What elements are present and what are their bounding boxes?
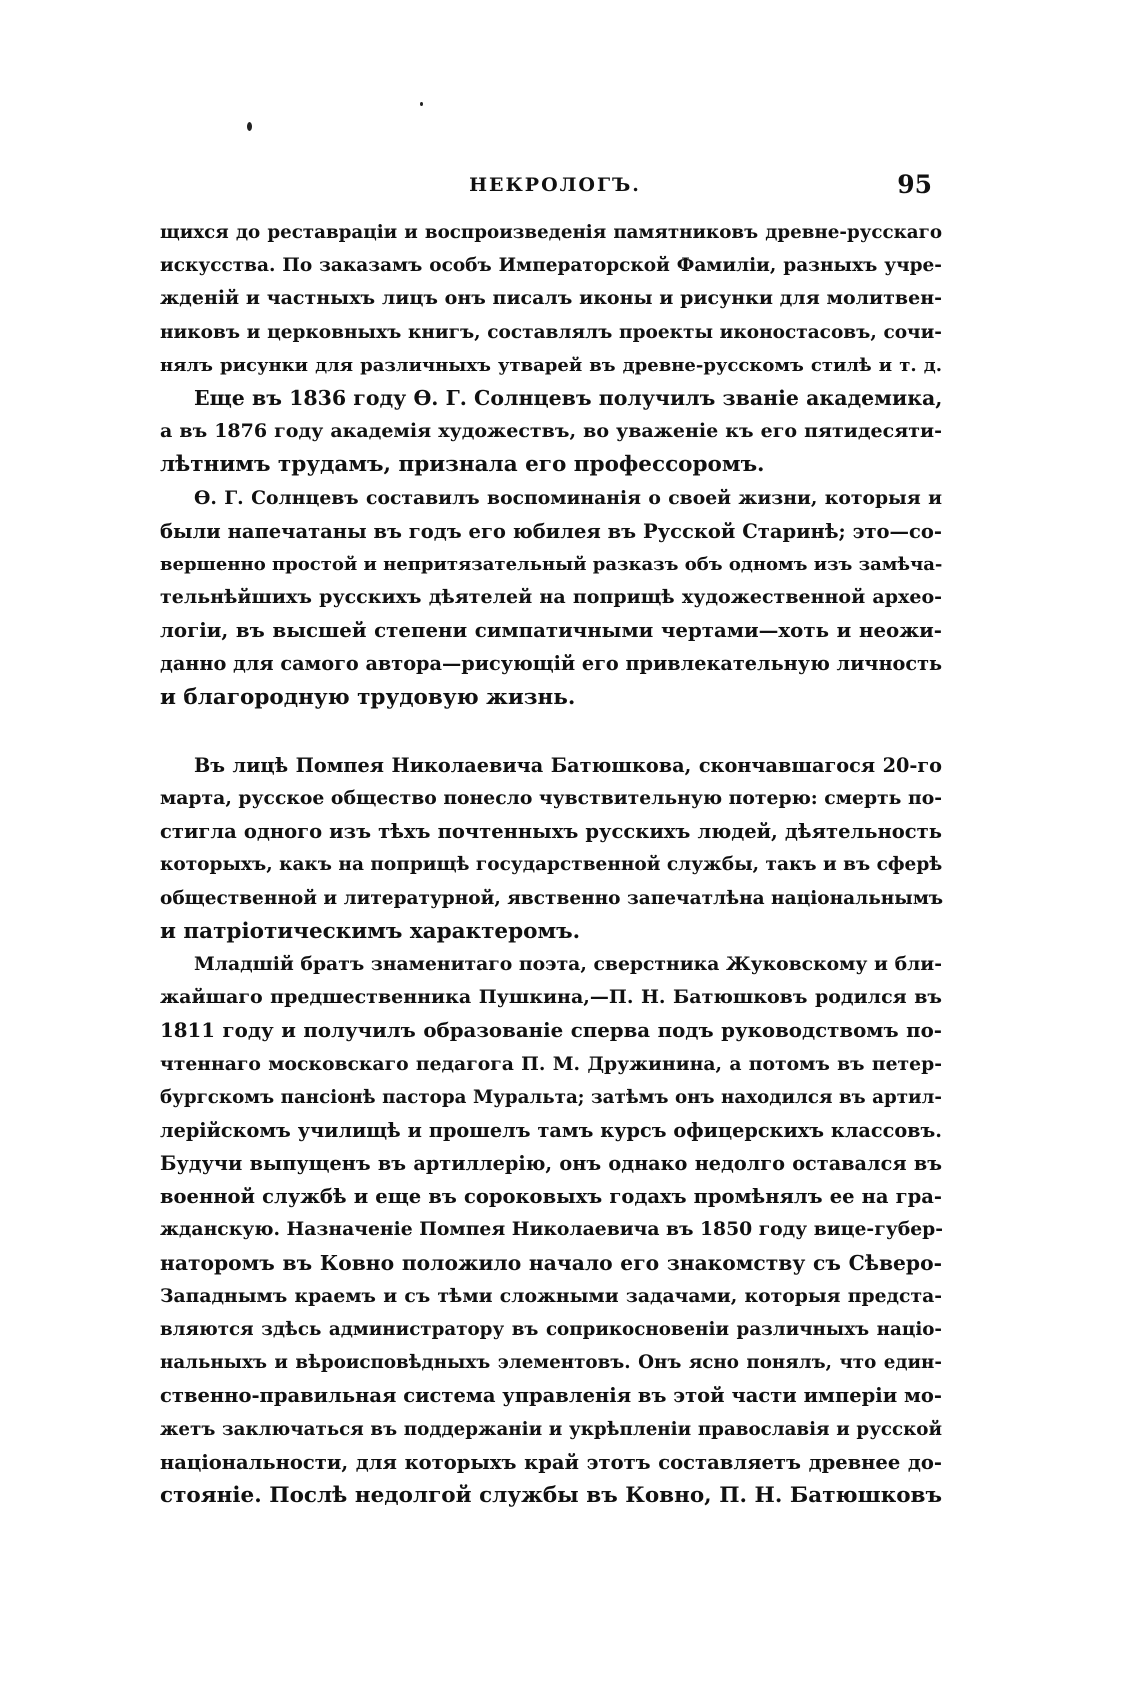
text-line: нальныхъ и вѣроисповѣдныхъ элементовъ. Онъ ясно понялъ, что един-: [160, 1352, 942, 1374]
running-title: НЕКРОЛОГЪ.: [469, 174, 641, 196]
text-body: [160, 216, 942, 1512]
print-speck: [247, 122, 252, 131]
text-line: были напечатаны въ годъ его юбилея въ Русской Старинѣ; это—со-: [160, 519, 942, 543]
print-speck: [420, 102, 423, 106]
text-line: искусства. По заказамъ особъ Императорской Фамиліи, разныхъ учре-: [160, 255, 942, 277]
text-line: національности, для которыхъ край этотъ составляетъ древнее до-: [160, 1450, 942, 1474]
text-line: Ѳ. Г. Солнцевъ составилъ воспоминанія о своей жизни, которыя и: [194, 486, 942, 509]
text-line: Западнымъ краемъ и съ тѣми сложными задачами, которыя предста-: [160, 1284, 942, 1307]
text-line: никовъ и церковныхъ книгъ, составлялъ проекты иконостасовъ, сочи-: [160, 321, 942, 343]
text-line: 1811 году и получилъ образованіе сперва подъ руководствомъ по-: [160, 1018, 942, 1043]
text-line: лѣтнимъ трудамъ, признала его профессоромъ.: [160, 452, 765, 478]
text-line: жайшаго предшественника Пушкина,—П. Н. Батюшковъ родился въ: [160, 986, 942, 1009]
text-line: нялъ рисунки для различныхъ утварей въ древне-русскомъ стилѣ и т. д.: [160, 354, 942, 376]
text-line: данно для самого автора—рисующій его привлекательную личность: [160, 652, 943, 676]
text-line: чтеннаго московскаго педагога П. М. Дружинина, а потомъ въ петер-: [160, 1052, 942, 1075]
text-line: общественной и литературной, явственно запечатлѣна національнымъ: [160, 887, 944, 909]
text-line: лерійскомъ училищѣ и прошелъ тамъ курсъ офицерскихъ классовъ.: [160, 1118, 942, 1142]
text-line: жданскую. Назначеніе Помпея Николаевича въ 1850 году вице-губер-: [160, 1218, 944, 1241]
text-line: и благородную трудовую жизнь.: [160, 684, 576, 710]
text-line: жетъ заключаться въ поддержаніи и укрѣпленіи православія и русской: [160, 1418, 942, 1440]
text-line: стигла одного изъ тѣхъ почтенныхъ русскихъ людей, дѣятельность: [160, 820, 942, 844]
text-line: и патріотическимъ характеромъ.: [160, 918, 581, 944]
text-line: бургскомъ пансіонѣ пастора Муральта; затѣмъ онъ находился въ артил-: [160, 1086, 942, 1108]
text-line: Будучи выпущенъ въ артиллерію, онъ однако недолго оставался въ: [160, 1152, 942, 1176]
section-gap: [160, 714, 942, 749]
text-line: Въ лицѣ Помпея Николаевича Батюшкова, скончавшагося 20-го: [194, 753, 942, 777]
text-line: вершенно простой и непритязательный разказъ объ одномъ изъ замѣча-: [160, 553, 943, 575]
text-line: Младшій братъ знаменитаго поэта, сверстника Жуковскому и бли-: [194, 952, 942, 975]
text-line: Еще въ 1836 году Ѳ. Г. Солнцевъ получилъ званіе академика,: [194, 385, 943, 410]
page-header: [160, 168, 950, 202]
text-line: марта, русское общество понесло чувствительную потерю: смерть по-: [160, 787, 942, 809]
text-line: ственно-правильная система управленія въ этой части имперіи мо-: [160, 1384, 942, 1408]
text-line: вляются здѣсь администратору въ соприкосновеніи различныхъ націо-: [160, 1319, 942, 1340]
page-number: 95: [897, 170, 932, 199]
text-line: военной службѣ и еще въ сороковыхъ годахъ промѣнялъ ее на гра-: [160, 1185, 942, 1209]
text-line: наторомъ въ Ковно положило начало его знакомству съ Сѣверо-: [160, 1250, 942, 1275]
text-line: тельнѣйшихъ русскихъ дѣятелей на поприщѣ художественной архео-: [160, 586, 942, 609]
text-line: щихся до реставраціи и воспроизведенія памятниковъ древне-русскаго: [160, 222, 942, 243]
text-line: которыхъ, какъ на поприщѣ государственной службы, такъ и въ сферѣ: [160, 854, 943, 876]
text-line: а въ 1876 году академія художествъ, во уваженіе къ его пятидесяти-: [160, 420, 942, 443]
text-line: логіи, въ высшей степени симпатичными чертами—хоть и неожи-: [160, 618, 942, 643]
text-line: жденій и частныхъ лицъ онъ писалъ иконы и рисунки для молитвен-: [160, 287, 942, 310]
text-line: стояніе. Послѣ недолгой службы въ Ковно, П. Н. Батюшковъ: [160, 1482, 942, 1508]
